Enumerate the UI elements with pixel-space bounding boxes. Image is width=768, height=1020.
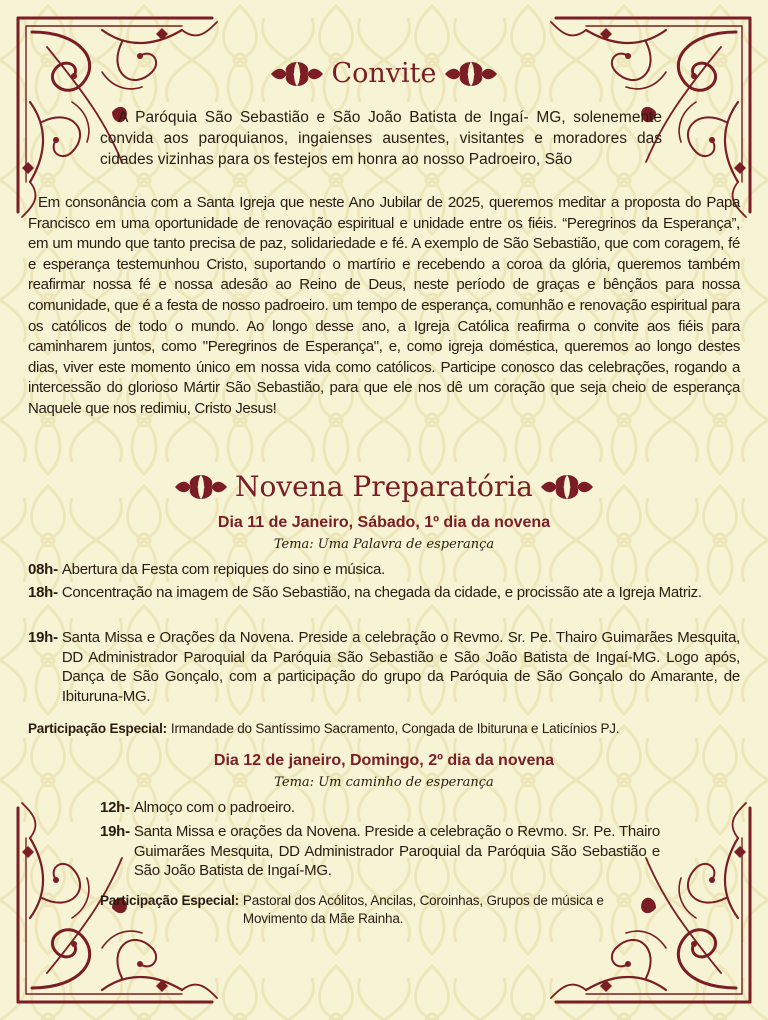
schedule-item xyxy=(100,798,660,818)
fleur-ornament-icon xyxy=(443,59,499,89)
fleur-ornament-icon xyxy=(539,472,595,502)
event-time: 19h- xyxy=(100,823,130,840)
fleur-ornament-icon xyxy=(173,472,229,502)
special-text: Irmandade do Santíssimo Sacramento, Congada de Ibituruna e Laticínios PJ. xyxy=(170,721,620,736)
section-title: Novena Preparatória xyxy=(234,470,533,503)
invitation-heading xyxy=(0,58,768,89)
special-text: Pastoral dos Acólitos, Ancilas, Coroinhas, Grupos de música e Movimento da Mãe Rainha. xyxy=(242,893,604,926)
day-title: Dia 12 de janeiro, Domingo, 2º dia da novena xyxy=(213,752,555,769)
day-theme: Tema: Uma Palavra de esperança xyxy=(273,537,495,552)
event-description: Abertura da Festa com repiques do sino e música. xyxy=(61,561,386,578)
schedule-item xyxy=(28,583,740,603)
event-description: Almoço com o padroeiro. xyxy=(133,799,295,816)
event-time: 18h- xyxy=(28,584,58,601)
event-time: 19h- xyxy=(28,629,58,646)
event-description: Santa Missa e Orações da Novena. Preside a celebração o Revmo. Sr. Pe. Thairo Guimarães Mesquita, DD Administrador Paroquial da Paróquia São Sebastião e São João Batista de Ingaí-MG. Logo após, Dança de São Gonçalo, com a participação do grupo da Paróquia de São Gonçalo do Amarante, de Ibituruna-MG. xyxy=(61,629,740,705)
day-title: Dia 11 de Janeiro, Sábado, 1º dia da novena xyxy=(217,514,551,531)
special-participation xyxy=(100,892,670,928)
intro-paragraph: A Paróquia São Sebastião e São João Batista de Ingaí- MG, solenemente convida aos paroquianos, ingaienses ausentes, visitantes e moradores das cidades vizinhas para os festejos em honra ao nosso Padroeiro, São xyxy=(100,109,662,168)
page-title: Convite xyxy=(331,58,437,89)
fleur-ornament-icon xyxy=(269,59,325,89)
schedule-item xyxy=(28,628,740,706)
special-label: Participação Especial: xyxy=(100,893,239,908)
novena-heading xyxy=(0,470,768,503)
event-time: 12h- xyxy=(100,799,130,816)
schedule-item xyxy=(28,560,740,580)
body-paragraph: Em consonância com a Santa Igreja que neste Ano Jubilar de 2025, queremos meditar a proposta do Papa Francisco em uma oportunidade de renovação espiritual e unidade entre os fiéis. “Peregrinos da Esperança”, em um mundo que tanto precisa de paz, solidariedade e fé. A exemplo de São Sebastião, que com coragem, fé e esperança testemunhou Cristo, suportando o martírio e recebendo a coroa da glória, queremos também reafirmar nossa fé e nossa adesão ao Reino de Deus, neste período de graças e bênçãos para nossa comunidade, que é a festa de nosso padroeiro. um tempo de esperança, comunhão e renovação espiritual para os católicos de todo o mundo. Ao longo desse ano, a Igreja Católica reafirma o convite aos fiéis para caminharem juntos, como "Peregrinos de Esperança", e, como igreja doméstica, queremos ao longo destes dias, viver este momento único em nossa vida como católicos. Participe conosco das celebrações, rogando a intercessão do glorioso Mártir São Sebastião, para que ele nos dê um coração que seja cheio de esperança Naquele que nos redimiu, Cristo Jesus! xyxy=(28,194,740,417)
day-theme: Tema: Um caminho de esperança xyxy=(274,775,494,790)
special-participation xyxy=(28,720,740,738)
special-label: Participação Especial: xyxy=(28,721,167,736)
event-description: Santa Missa e orações da Novena. Preside a celebração o Revmo. Sr. Pe. Thairo Guimarães Mesquita, DD Administrador Paroquial da Paróquia São Sebastião e São João Batista de Ingaí-MG. xyxy=(133,823,660,879)
schedule-item xyxy=(100,822,660,881)
event-time: 08h- xyxy=(28,561,58,578)
event-description: Concentração na imagem de São Sebastião, na chegada da cidade, e procissão ate a Igreja Matriz. xyxy=(61,584,702,601)
